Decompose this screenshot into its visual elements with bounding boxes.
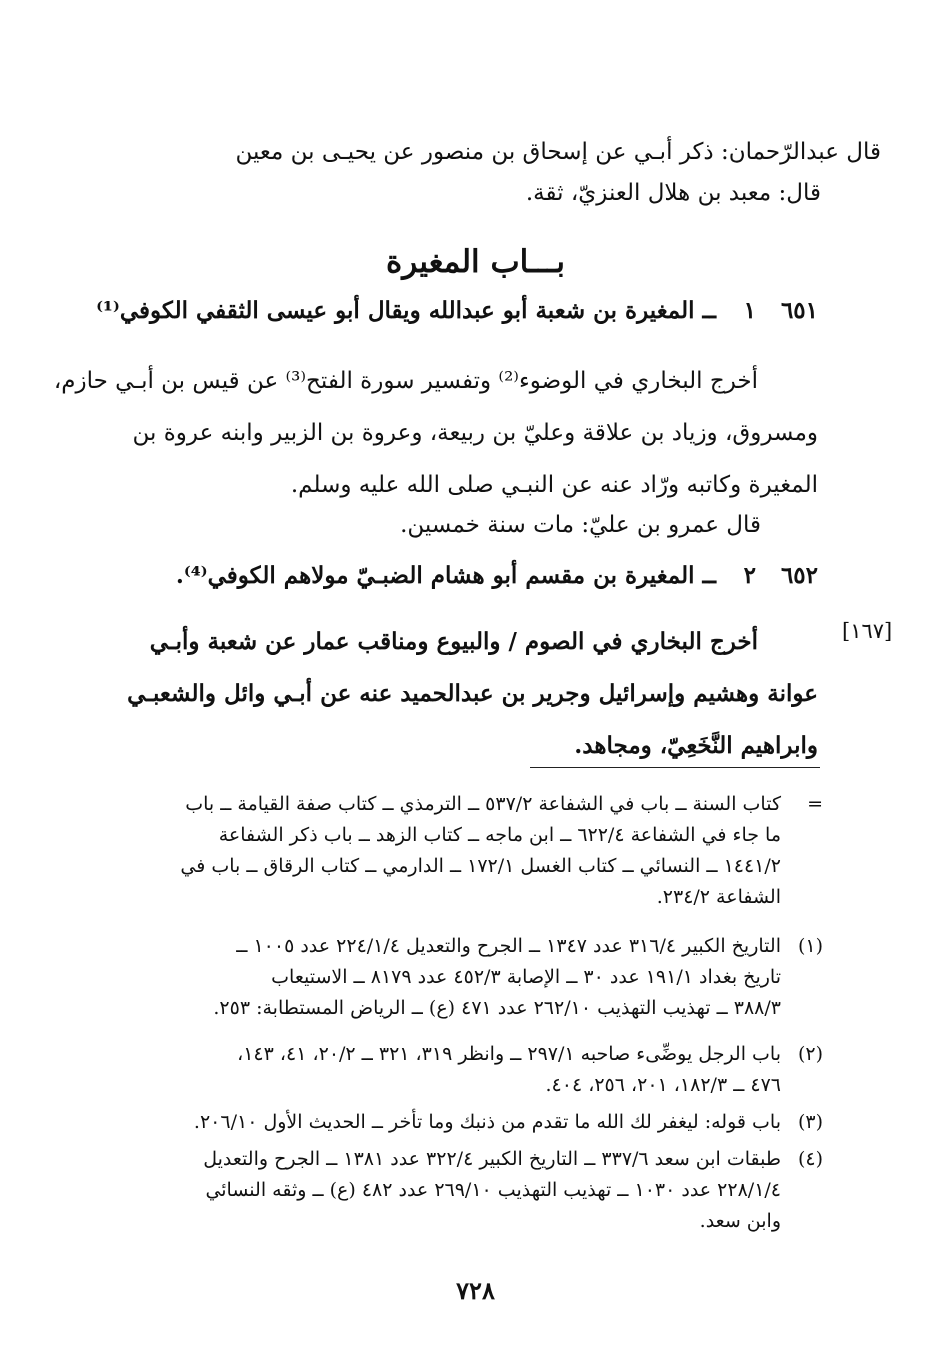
- body-line: ومسروق، وزياد بن علاقة وعليّ بن ربيعة، وعروة بن الزبير وابنه عروة بن: [132, 420, 818, 446]
- intro-line-2: قال: معبد بن هلال العنزيّ، ثقة.: [525, 180, 821, 206]
- footnote-continued: [123, 789, 823, 913]
- footnote-marker: =: [807, 793, 823, 815]
- footnote-line: تاريخ بغداد ١٩١/١ عدد ٣٠ ــ الإصابة ٤٥٢/٣ عدد ٨١٧٩ ــ الاستيعاب: [271, 966, 781, 988]
- margin-page-reference: [١٦٧]: [842, 619, 893, 643]
- body-line: أخرج البخاري في الوضوء⁽²⁾ وتفسير سورة الفتح⁽³⁾ عن قيس بن أبـي حازم،: [53, 368, 758, 394]
- entry-sub-number: ١: [743, 297, 756, 324]
- body-line: عوانة وهشيم وإسرائيل وجرير بن عبدالحميد عنه عن أبـي وائل والشعبـي: [127, 680, 818, 707]
- footnote-marker: (٤): [797, 1148, 823, 1170]
- footnote-line: ٤٧٦ ــ ١٨٢/٣، ٢٠١، ٢٥٦، ٤٠٤.: [545, 1074, 781, 1096]
- intro-paragraph: [116, 132, 881, 214]
- footnote-line: باب الرجل يوضِّىء صاحبه ٢٩٧/١ ــ وانظر ٣١٩، ٣٢١ ــ ٢٠/٢، ٤١، ١٤٣،: [237, 1043, 781, 1065]
- body-line: أخرج البخاري في الصوم / والبيوع ومناقب عمار عن شعبة وأبـي: [149, 628, 758, 655]
- footnote-line: ١٤٤١/٢ ــ النسائي ــ كتاب الغسل ١٧٢/١ ــ الدارمي ــ كتاب الرقاق ــ باب في: [180, 855, 781, 877]
- footnote-marker: (٢): [797, 1043, 823, 1065]
- footnote-line: وابن سعد.: [699, 1210, 781, 1232]
- intro-line-1: قال عبدالرّحمان: ذكر أبـي عن إسحاق بن منصور عن يحيـى بن معين: [235, 139, 881, 165]
- footnote-marker: (١): [797, 935, 823, 957]
- entry-651-heading: [96, 297, 818, 324]
- entry-652-heading: [176, 562, 818, 589]
- footnote-4: [123, 1144, 823, 1237]
- footnote-line: التاريخ الكبير ٣١٦/٤ عدد ١٣٤٧ ــ الجرح والتعديل ٢٢٤/١/٤ عدد ١٠٠٥ ــ: [236, 935, 781, 957]
- footnote-3: [123, 1107, 823, 1138]
- footnote-line: كتاب السنة ــ باب في الشفاعة ٥٣٧/٢ ــ الترمذي ــ كتاب صفة القيامة ــ باب: [185, 793, 781, 815]
- footnote-2: [123, 1039, 823, 1101]
- footnote-line: ٢٢٨/١/٤ عدد ١٠٣٠ ــ تهذيب التهذيب ٢٦٩/١٠ عدد ٤٨٢ (ع) ــ وثقه النسائي: [205, 1179, 781, 1201]
- entry-number: ٦٥٢: [780, 562, 818, 589]
- footnote-1: [123, 931, 823, 1024]
- footnote-marker: (٣): [797, 1111, 823, 1133]
- entry-number: ٦٥١: [780, 297, 818, 324]
- footnote-line: ٣٨٨/٣ ــ تهذيب التهذيب ٢٦٢/١٠ عدد ٤٧١ (ع) ــ الرياض المستطابة: ٢٥٣.: [213, 997, 781, 1019]
- entry-title: ــ المغيرة بن مقسم أبو هشام الضبـيّ مولاهم الكوفي⁽⁴⁾.: [175, 562, 716, 589]
- footnote-separator: [530, 767, 820, 768]
- body-line: المغيرة وكاتبه ورّاد عنه عن النبـي صلى الله عليه وسلم.: [290, 472, 818, 498]
- footnote-line: ما جاء في الشفاعة ٦٢٢/٤ ــ ابن ماجه ــ كتاب الزهد ــ باب ذكر الشفاعة: [218, 824, 781, 846]
- footnote-line: باب قوله: ليغفر لك الله ما تقدم من ذنبك وما تأخر ــ الحديث الأول ٢٠٦/١٠.: [193, 1111, 781, 1133]
- entry-651-body: [53, 355, 818, 511]
- chapter-title: بـــاب المغيرة: [386, 244, 565, 280]
- footnote-line: الشفاعة ٢٣٤/٢.: [656, 886, 781, 908]
- entry-sub-number: ٢: [743, 562, 756, 589]
- page-number: ٧٢٨: [456, 1276, 495, 1305]
- entry-652-body: [128, 616, 818, 772]
- entry-title: ــ المغيرة بن شعبة أبو عبدالله ويقال أبو عيسى الثقفي الكوفي⁽¹⁾: [96, 297, 716, 324]
- footnote-line: طبقات ابن سعد ٣٣٧/٦ ــ التاريخ الكبير ٣٢٢/٤ عدد ١٣٨١ ــ الجرح والتعديل: [203, 1148, 781, 1170]
- body-line: وابراهيم النَّخَعِيّ، ومجاهد.: [574, 732, 818, 759]
- entry-651-note: قال عمرو بن عليّ: مات سنة خمسين.: [400, 512, 761, 538]
